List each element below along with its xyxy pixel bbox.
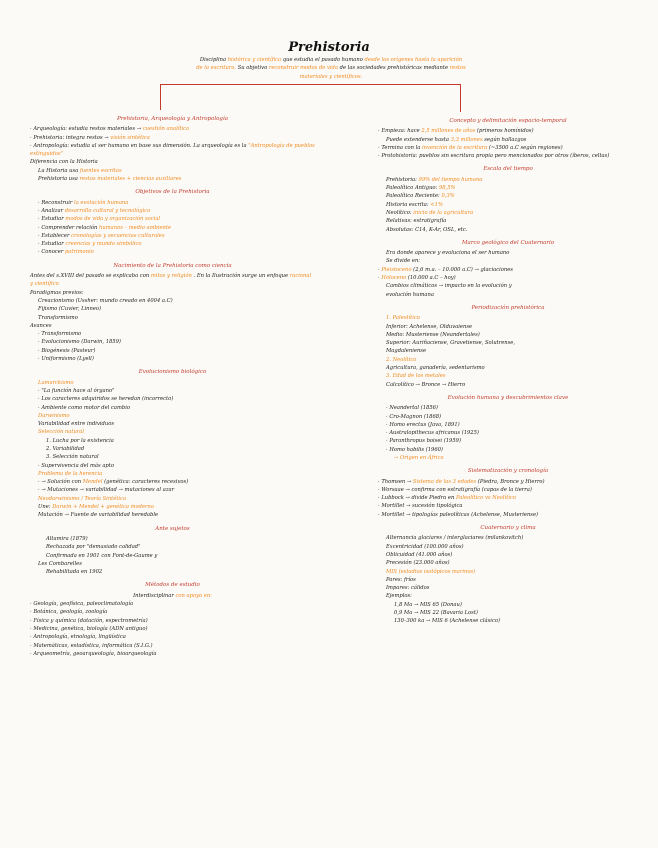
note-text: Concepto y delimitación espacio-temporal	[449, 118, 567, 124]
note-text: Objetivos de la Prehistoria	[135, 189, 210, 196]
note-text: Física y química (datación, espectrometría)	[33, 617, 148, 624]
note-line	[378, 282, 638, 290]
note-line	[378, 364, 638, 372]
intro-text-1: Disciplina	[199, 57, 227, 63]
intro-highlight-3: reconstruir modos de vida	[268, 65, 338, 72]
note-text: Paleolítico Reciente:	[386, 193, 440, 200]
note-text: Absolutas: C14, K-Ar, OSL, etc.	[386, 226, 468, 233]
note-text: Conocer	[41, 249, 64, 256]
note-text: Neolítico:	[386, 209, 412, 216]
note-text: Oblicuidad (41.000 años)	[386, 551, 453, 558]
note-text: Superior: Auriñaciense, Gravetiense, Solutrense,	[386, 340, 516, 347]
section-heading	[30, 188, 315, 196]
note-text: (primeros homínidos)	[476, 128, 534, 135]
note-text: Paleolítico Antiguo:	[386, 185, 438, 192]
note-line	[378, 192, 638, 200]
note-text: 2. Variabilidad	[46, 445, 85, 452]
note-text: Transformismo	[38, 314, 78, 321]
note-text: Protohistoria: pueblos sin escritura propia pero mencionados por otros (íberos, celtas)	[381, 153, 610, 160]
bullet-item: · Botánica, geología, zoología	[30, 609, 108, 616]
note-text: Inferior: Achelense, Olduvaiense	[386, 323, 473, 330]
note-text: Interdisciplinar	[133, 592, 174, 599]
bullet-item: · Conocer patrimonio	[38, 249, 94, 256]
note-text: Cuaternario y clima	[480, 525, 536, 532]
numbered-item	[30, 437, 315, 445]
note-line	[378, 559, 638, 567]
note-text: Selección natural	[38, 429, 85, 436]
note-text: (genética: caracteres recesivos)	[104, 479, 189, 486]
note-line	[30, 592, 315, 600]
numbered-item	[30, 445, 315, 453]
note-text: 1,8 Ma → MIS 65 (Donau)	[394, 601, 462, 608]
note-text: según hallazgos	[484, 136, 527, 143]
note-line	[378, 576, 638, 584]
highlight-text: 98,5%	[438, 185, 456, 192]
note-line	[378, 381, 638, 389]
note-text: Empieza: hace	[381, 128, 420, 135]
note-line	[378, 249, 638, 257]
note-text: Establecer	[41, 232, 70, 239]
note-text: Estudiar	[41, 216, 64, 223]
highlight-text: con apoyo en:	[175, 592, 212, 599]
highlight-text: 3,3 millones	[450, 136, 483, 143]
note-text: (10.000 a.C – hoy)	[407, 275, 456, 282]
note-text: Puede extenderse hasta	[386, 136, 449, 143]
note-text: Calcolítico → Bronce → Hierro	[386, 381, 466, 388]
bullet-item: · Cro-Magnon (1868)	[386, 413, 442, 420]
intro-text-4: de las sociedades prehistóricas mediante	[339, 65, 449, 72]
note-line	[30, 167, 315, 175]
note-line	[30, 560, 315, 568]
note-line	[378, 584, 638, 592]
section-heading	[30, 581, 315, 589]
note-text: Prehistoria usa	[38, 176, 78, 183]
note-text: Variabilidad entre individuos	[38, 421, 114, 428]
section-heading	[378, 239, 638, 247]
highlight-text: fuentes escritas	[79, 167, 122, 174]
note-line	[30, 305, 315, 313]
numbered-item	[378, 372, 638, 380]
note-text: Neandertal (1856)	[389, 405, 438, 412]
section-heading	[378, 117, 638, 125]
note-text: Medio: Musteriense (Neandertales)	[386, 331, 480, 338]
note-line	[378, 257, 638, 265]
bullet-item: · Estudiar modos de vida y organización social	[38, 216, 161, 223]
note-text: Matemáticas, estadística, informática (S.I.G.)	[33, 642, 153, 649]
note-text: Fijismo (Cuvier, Linneo)	[38, 306, 102, 313]
note-text: Analizar	[41, 207, 64, 214]
note-text: Mutación → Fuente de variabilidad heredable	[38, 512, 159, 519]
note-text: Darwinismo	[38, 412, 70, 419]
note-text: Termina con la	[381, 144, 421, 151]
highlight-text: patrimonio	[64, 249, 94, 256]
note-text: Paranthropus boisei (1959)	[389, 438, 461, 445]
note-text: Arqueometría, geoarqueología, bioarqueología	[33, 650, 157, 657]
note-text: Rehabilitada en 1902	[46, 569, 103, 576]
section-heading	[378, 467, 638, 475]
note-text: Diferencia con la Historia	[30, 159, 98, 166]
bullet-item: · Neandertal (1856)	[386, 405, 438, 412]
note-text: Magdaleniense	[386, 348, 427, 355]
bullet-item: · Supervivencia del más apto	[38, 462, 114, 469]
note-text: Une:	[38, 504, 51, 511]
highlight-text: 2,5 millones de años	[421, 128, 476, 135]
note-text: . En la Ilustración surge un enfoque	[193, 273, 289, 280]
note-line	[378, 617, 638, 625]
note-line	[378, 609, 638, 617]
highlight-text: desarrollo cultural y tecnológico	[64, 207, 151, 214]
note-text: Agricultura, ganadería, sedentarismo	[386, 365, 485, 372]
highlight-text: inicio de la agricultura	[413, 209, 474, 216]
note-line	[30, 175, 315, 183]
note-text: 3. Edad de los metales	[386, 373, 446, 380]
highlight-text: Pleistoceno	[381, 266, 412, 273]
note-text: Comprender relación	[41, 224, 98, 231]
note-text: Worsaae → confirma con estratigrafía (capas de la tierra)	[381, 486, 532, 493]
highlight-text: Holoceno	[381, 275, 407, 282]
note-line	[378, 201, 638, 209]
highlight-text: cuestión analítica	[142, 126, 190, 133]
note-line	[378, 339, 638, 347]
note-text: Ante sujetos	[155, 525, 190, 532]
note-text: Relativas: estratigrafía	[386, 218, 447, 225]
bullet-item: · Comprender relación humanos – medio ambiente	[38, 224, 172, 231]
bullet-item: · Homo habilis (1960)	[386, 446, 443, 453]
section-heading	[378, 304, 638, 312]
note-line	[30, 420, 315, 428]
note-text: 1. Paleolítico	[386, 315, 420, 322]
note-text: Evolucionismo biológico	[138, 369, 207, 376]
subheading	[30, 470, 315, 478]
note-text: Confirmada en 1901 con Font-de-Gaume y	[46, 552, 158, 559]
note-text: Lubbock → divide Piedra en	[381, 495, 455, 502]
highlight-text: creencias y mundo simbólico	[65, 241, 142, 248]
highlight-text: MIS (estadios isotópicos marinos)	[386, 568, 476, 575]
intro-paragraph	[196, 56, 466, 81]
bullet-item: · Antropología, etnología, lingüística	[30, 634, 126, 641]
branch-connector-left	[160, 84, 161, 110]
note-text: Antes del s.XVIII del pasado se explicaba con	[30, 273, 150, 280]
note-text: Ambiente como motor del cambio	[41, 404, 130, 411]
left-column	[30, 110, 315, 658]
bullet-item: · Uniformismo (Lyell)	[38, 356, 94, 363]
note-line	[378, 323, 638, 331]
highlight-text: invención de la escritura	[422, 144, 488, 151]
note-text: Thomsen →	[381, 478, 412, 485]
note-line	[378, 184, 638, 192]
highlight-text: humanos – medio ambiente	[99, 224, 172, 231]
note-text: Antropología: estudia al ser humano en base sus dimensión. La arqueología es la	[33, 142, 247, 149]
section-heading	[378, 165, 638, 173]
note-text: Pares: fríos	[386, 576, 416, 583]
note-text: Les Combarelles	[38, 560, 82, 567]
note-text: evolución humana	[386, 291, 434, 298]
bullet-item: · Mortillet → tipologías paleolíticas (Achelense, Musteriense)	[378, 511, 539, 518]
note-line	[378, 291, 638, 299]
note-text: Evolución humana y descubrimientos clave	[447, 394, 569, 401]
note-text: Lamarckismo	[38, 379, 74, 386]
note-text: La Historia usa	[38, 167, 79, 174]
bullet-item: · Biogénesis (Pasteur)	[38, 347, 96, 354]
note-text: (~3500 a.C según regiones)	[488, 144, 563, 151]
note-line	[30, 503, 315, 511]
highlight-text: Sistema de las 3 edades	[412, 478, 477, 485]
bullet-item: · → Solución con Mendel (genética: caracteres recesivos)	[38, 479, 189, 486]
note-line	[30, 272, 315, 289]
right-column	[378, 112, 638, 626]
note-text: Mortillet → tipologías paleolíticas (Achelense, Musteriense)	[381, 511, 539, 518]
note-text: Sistematización y cronología	[467, 468, 549, 475]
note-text: Era donde aparece y evoluciona el ser humano	[386, 250, 510, 257]
note-line	[30, 297, 315, 305]
highlight-text: mitos y religión	[150, 273, 192, 280]
bullet-item: · Evolucionismo (Darwin, 1859)	[38, 339, 121, 346]
note-text: Estudiar	[41, 241, 64, 248]
note-text: Botánica, geología, zoología	[33, 609, 108, 616]
note-text: Paradigmas previos:	[30, 289, 84, 296]
note-text: 130–300 ka → MIS 6 (Achelense clásico)	[394, 618, 501, 625]
note-text: Cro-Magnon (1868)	[389, 413, 442, 420]
note-text: Transformismo	[41, 331, 82, 338]
note-line	[378, 347, 638, 355]
highlight-text: racional y científico	[30, 273, 312, 288]
note-line	[30, 543, 315, 551]
note-text: Medicina, genética, biología (ADN antiguo)	[33, 625, 148, 632]
highlight-text: cronologías y secuencias culturales	[71, 232, 165, 239]
highlight-text: Mendel	[82, 479, 103, 486]
note-text: Escala del tiempo	[483, 166, 533, 173]
subheading	[30, 412, 315, 420]
note-line	[378, 592, 638, 600]
bullet-item: · Prehistoria: integra restos → visión sintética	[30, 134, 150, 141]
numbered-item	[30, 453, 315, 461]
bullet-item: · Arqueometría, geoarqueología, bioarqueología	[30, 650, 157, 657]
section-heading	[30, 525, 315, 533]
bullet-item: · Worsaae → confirma con estratigrafía (capas de la tierra)	[378, 486, 532, 493]
bullet-item: · Thomsen → Sistema de las 3 edades (Piedra, Bronce y Hierro)	[378, 478, 545, 485]
bullet-item: · Transformismo	[38, 331, 82, 338]
note-text: Uniformismo (Lyell)	[41, 356, 94, 363]
note-text: Neodarwinismo / Teoría Sintética	[38, 495, 127, 502]
note-line	[30, 568, 315, 576]
note-text: Avances	[30, 322, 52, 329]
highlight-text: 99% del tiempo humano	[418, 176, 483, 183]
note-line	[378, 568, 638, 576]
intro-highlight-2: desde los orígenes hasta la aparición de la escritura.	[196, 57, 463, 72]
note-text: Arqueología: estudia restos materiales →	[33, 126, 142, 133]
section-heading	[30, 368, 315, 376]
bullet-item: · "La función hace al órgano"	[38, 387, 115, 394]
note-text: 0,9 Ma → MIS 22 (Bavaria Lost)	[394, 610, 478, 617]
bullet-item: · Termina con la invención de la escritura (~3500 a.C según regiones)	[378, 144, 563, 151]
note-line	[30, 511, 315, 519]
note-text: Rechazada por "demasiado calidad"	[46, 544, 141, 551]
bullet-item: · Estudiar creencias y mundo simbólico	[38, 241, 142, 248]
section-heading	[378, 394, 638, 402]
bullet-item: · Analizar desarrollo cultural y tecnológico	[38, 207, 151, 214]
note-text: "La función hace al órgano"	[41, 387, 115, 394]
bullet-item: · Protohistoria: pueblos sin escritura propia pero mencionados por otros (íberos, celtas)	[378, 153, 610, 160]
note-text: (2,6 m.a. – 10.000 a.C) → glaciaciones	[413, 266, 513, 273]
note-text: Evolucionismo (Darwin, 1859)	[41, 339, 121, 346]
bullet-item: · Antropología: estudia al ser humano en base sus dimensión. La arqueología es la "Antropología de pueblos extinguidos"	[30, 142, 315, 158]
page-title: Prehistoria	[288, 40, 370, 55]
note-line	[378, 136, 638, 144]
note-line	[30, 552, 315, 560]
bullet-item: · Matemáticas, estadística, informática (S.I.G.)	[30, 642, 153, 649]
bullet-item: · Mortillet → sucesión tipológica	[378, 503, 463, 510]
note-text: → Mutaciones → variabilidad → mutaciones al azar	[41, 487, 175, 494]
section-heading	[30, 115, 315, 123]
highlight-text: la evolución humana	[74, 199, 129, 206]
intro-highlight-4: restos materiales y científicos.	[299, 65, 466, 80]
section-heading	[378, 524, 638, 532]
bullet-item: · Establecer cronologías y secuencias culturales	[38, 232, 165, 239]
note-text: Altamira (1879)	[46, 535, 88, 542]
highlight-text: visión sintética	[110, 134, 150, 141]
note-text: Los caracteres adquiridos se heredan (incorrecto)	[41, 396, 174, 403]
note-text: Problema de la herencia	[38, 470, 103, 477]
subheading	[30, 322, 315, 330]
highlight-text: "Antropología de pueblos extinguidos"	[30, 142, 315, 158]
note-text: Cambios climáticos → impacto en la evolución y	[386, 283, 512, 290]
note-text: Homo habilis (1960)	[389, 446, 443, 453]
note-text: Prehistoria:	[386, 176, 417, 183]
bullet-item: · Los caracteres adquiridos se heredan (incorrecto)	[38, 396, 174, 403]
bullet-item: · Lubbock → divide Piedra en Paleolítico vs Neolítico	[378, 495, 517, 502]
highlight-text: <1%	[430, 201, 443, 208]
note-text: Se divide en:	[386, 258, 421, 265]
highlight-text: modos de vida y organización social	[65, 216, 161, 223]
note-text: 1. Lucha por la existencia	[46, 437, 114, 444]
bullet-item: · → Mutaciones → variabilidad → mutaciones al azar	[38, 487, 175, 494]
subheading	[30, 379, 315, 387]
note-text: → Solución con	[41, 479, 82, 486]
note-text: Australopithecus africanus (1925)	[389, 430, 479, 437]
bullet-item: · Australopithecus africanus (1925)	[386, 430, 479, 437]
note-line	[378, 543, 638, 551]
bullet-item: · Física y química (datación, espectrometría)	[30, 617, 148, 624]
highlight-text: restos materiales + ciencias auxiliares	[79, 176, 182, 183]
note-text: (Piedra, Bronce y Hierro)	[477, 478, 545, 485]
intro-text-3: Su objetivo	[237, 65, 268, 72]
note-text: Impares: cálidos	[386, 585, 430, 592]
note-text: Nacimiento de la Prehistoria como ciencia	[113, 262, 232, 269]
note-text: Ejemplos:	[386, 593, 412, 600]
bullet-item: · Arqueología: estudia restos materiales → cuestión analítica	[30, 126, 190, 133]
note-text: Excentricidad (100.000 años)	[386, 543, 464, 550]
note-line	[378, 601, 638, 609]
note-line	[378, 209, 638, 217]
note-text: Prehistoria, Arqueología y Antropología	[117, 116, 228, 122]
note-line	[30, 535, 315, 543]
bullet-item: · Homo erectus (Java, 1891)	[386, 421, 460, 428]
note-text: Reconstruir	[41, 199, 73, 206]
bullet-item: · Holoceno (10.000 a.C – hoy)	[378, 275, 456, 282]
note-text: Biogénesis (Pasteur)	[41, 347, 96, 354]
note-line	[378, 454, 638, 462]
note-text: Mortillet → sucesión tipológica	[381, 503, 463, 510]
note-text: Alternancia glaciares / interglaciares (milankovitch)	[386, 535, 524, 542]
note-line	[378, 176, 638, 184]
note-text: Periodización prehistórica	[471, 304, 545, 311]
note-text: Creacionismo (Ussher: mundo creado en 4004 a.C)	[38, 297, 173, 304]
subheading	[30, 428, 315, 436]
numbered-item	[378, 356, 638, 364]
subheading	[30, 158, 315, 166]
note-line	[378, 551, 638, 559]
bullet-item: · Reconstruir la evolución humana	[38, 199, 129, 206]
note-line	[378, 217, 638, 225]
highlight-text: Paleolítico vs Neolítico	[456, 495, 517, 502]
highlight-text: Darwin + Mendel + genética moderna	[52, 504, 154, 511]
section-heading	[30, 262, 315, 270]
subheading	[30, 495, 315, 503]
note-text: Antropología, etnología, lingüística	[33, 634, 126, 641]
note-text: Geología, geofísica, paleoclimatología	[33, 601, 134, 608]
numbered-item	[378, 314, 638, 322]
note-text: Marco geológico del Cuaternario	[461, 239, 555, 246]
note-text: Supervivencia del más apto	[41, 462, 114, 469]
intro-text-2: que estudia el pasado humano	[282, 57, 363, 63]
bullet-item: · Empieza: hace 2,5 millones de años (primeros homínidos)	[378, 128, 534, 135]
note-line	[30, 314, 315, 322]
bullet-item: · Geología, geofísica, paleoclimatología	[30, 601, 134, 608]
note-text: 3. Selección natural	[46, 454, 99, 461]
bullet-item: · Medicina, genética, biología (ADN antiguo)	[30, 625, 148, 632]
branch-connector-right	[460, 84, 461, 112]
note-text: → Origen en África	[394, 454, 444, 461]
bullet-item: · Ambiente como motor del cambio	[38, 404, 130, 411]
branch-connector-horizontal	[160, 84, 460, 85]
note-line	[378, 534, 638, 542]
highlight-text: 0,3%	[441, 193, 455, 200]
note-text: Historia escrita:	[386, 201, 429, 208]
bullet-item: · Paranthropus boisei (1959)	[386, 438, 461, 445]
note-text: Homo erectus (Java, 1891)	[389, 421, 460, 428]
note-text: Métodos de estudio	[145, 582, 200, 589]
bullet-item: · Pleistoceno (2,6 m.a. – 10.000 a.C) → glaciaciones	[378, 266, 513, 273]
note-text: Prehistoria: integra restos →	[33, 134, 109, 141]
subheading	[30, 289, 315, 297]
note-line	[378, 226, 638, 234]
note-line	[378, 331, 638, 339]
note-text: Precesión (23.000 años)	[386, 560, 450, 567]
intro-highlight-1: histórica y científica	[227, 57, 282, 63]
note-text: 2. Neolítico	[386, 356, 417, 363]
